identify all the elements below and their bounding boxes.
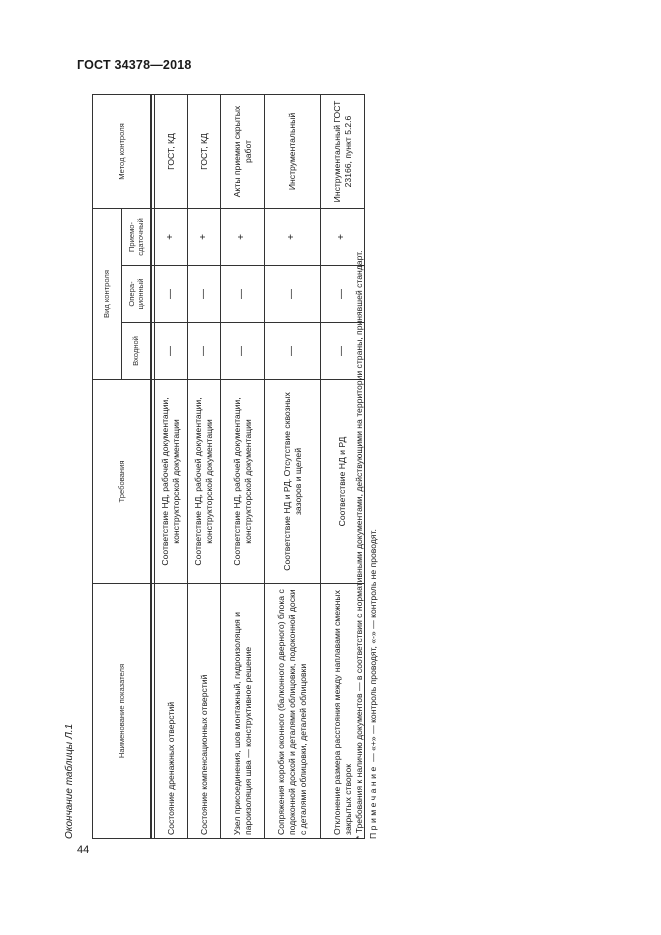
cell-operational: — — [188, 266, 221, 323]
table-row — [188, 95, 221, 839]
header-method: Метод контроля — [93, 95, 152, 209]
table-row — [265, 95, 321, 839]
cell-incoming: — — [221, 323, 265, 380]
cell-name: Состояние дренажных отверстий — [155, 584, 188, 839]
specification-table — [92, 94, 365, 839]
cell-name: Узел присоединения, шов монтажный, гидроизоляция и пароизоляция шва — конструктивное решение — [221, 584, 265, 839]
header-control-type: Вид контроля — [93, 209, 122, 380]
standard-title: ГОСТ 34378—2018 — [77, 58, 192, 72]
cell-name: Сопряжения коробки оконного (балконного дверного) блока с подоконной доской и деталями облицовки, подоконной доски с деталями облицовки, деталей облицовки — [265, 584, 321, 839]
cell-acceptance: + — [321, 209, 365, 266]
cell-operational: — — [155, 266, 188, 323]
cell-operational: — — [321, 266, 365, 323]
cell-method: ГОСТ, КД — [155, 95, 188, 209]
cell-requirements: Соответствие НД и РД — [321, 380, 365, 584]
rotated-table-block — [64, 95, 389, 839]
cell-acceptance: + — [221, 209, 265, 266]
table-footnotes — [353, 95, 381, 839]
cell-method: Инструментальный ГОСТ 23166, пункт 5.2.6 — [321, 95, 365, 209]
cell-acceptance: + — [188, 209, 221, 266]
cell-requirements: Соответствие НД, рабочей документации, конструкторской документации — [221, 380, 265, 584]
cell-incoming: — — [265, 323, 321, 380]
footnote-asterisk: * Требования к наличию документов — в соответствии с нормативными документами, действующими на территории страны, принявшей стандарт. — [354, 250, 364, 839]
cell-requirements: Соответствие НД, рабочей документации, конструкторской документации — [155, 380, 188, 584]
table-row — [155, 95, 188, 839]
table-caption: Окончание таблицы Л.1 — [64, 723, 75, 839]
cell-method: Инструментальный — [265, 95, 321, 209]
header-requirements: Требования — [93, 380, 152, 584]
note-label: Примечание — [367, 764, 378, 839]
cell-operational: — — [221, 266, 265, 323]
header-incoming: Входной — [122, 323, 152, 380]
header-operational: Опера- ционный — [122, 266, 152, 323]
cell-acceptance: + — [155, 209, 188, 266]
cell-incoming: — — [155, 323, 188, 380]
cell-method: Акты приемки скрытых работ — [221, 95, 265, 209]
header-acceptance: Приемо- сдаточный — [122, 209, 152, 266]
cell-name: Состояние компенсационных отверстий — [188, 584, 221, 839]
page-number: 44 — [77, 844, 90, 856]
cell-requirements: Соответствие НД, рабочей документации, конструкторской документации — [188, 380, 221, 584]
table-row — [221, 95, 265, 839]
cell-incoming: — — [321, 323, 365, 380]
cell-name: Отклонение размера расстояния между наплавами смежных закрытых створок — [321, 584, 365, 839]
cell-operational: — — [265, 266, 321, 323]
cell-acceptance: + — [265, 209, 321, 266]
note-text: — «+» — контроль проводят, «-» — контроль не проводят. — [367, 529, 378, 765]
cell-incoming: — — [188, 323, 221, 380]
footnote-note — [367, 95, 381, 839]
cell-method: ГОСТ, КД — [188, 95, 221, 209]
cell-requirements: Соответствие НД и РД. Отсутствие сквозных зазоров и щелей — [265, 380, 321, 584]
header-name: Наименование показателя — [93, 584, 152, 839]
